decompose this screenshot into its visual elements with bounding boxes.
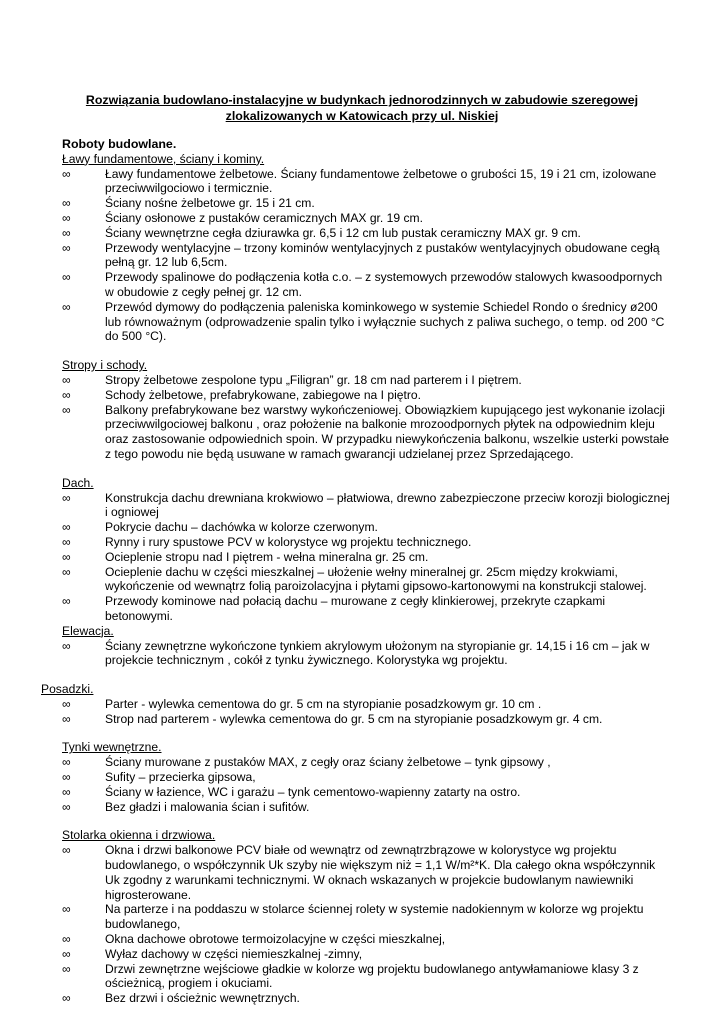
infinity-bullet-icon: ∞ — [62, 299, 71, 314]
list-item: ∞ Ocieplenie stropu nad I piętrem - wełna mineralna gr. 25 cm. — [62, 549, 429, 564]
infinity-bullet-icon: ∞ — [62, 770, 71, 785]
section-heading-facade: Elewacja. — [62, 623, 114, 638]
infinity-bullet-icon: ∞ — [62, 196, 71, 211]
infinity-bullet-icon: ∞ — [62, 932, 71, 947]
section-heading-windows-doors: Stolarka okienna i drzwiowa. — [62, 828, 216, 843]
infinity-bullet-icon: ∞ — [62, 843, 71, 858]
infinity-bullet-icon: ∞ — [62, 594, 71, 609]
infinity-bullet-icon: ∞ — [62, 372, 71, 387]
infinity-bullet-icon: ∞ — [62, 240, 71, 255]
infinity-bullet-icon: ∞ — [62, 755, 71, 770]
list-item: ∞ Stropy żelbetowe zespolone typu „Filigran” gr. 18 cm nad parterem i I piętrem. — [62, 372, 522, 387]
section-heading-plaster: Tynki wewnętrzne. — [62, 740, 162, 755]
infinity-bullet-icon: ∞ — [62, 387, 71, 402]
list-item: ∞ Rynny i rury spustowe PCV w kolorystyce wg projektu technicznego. — [62, 534, 472, 549]
list-item: ∞ Ocieplenie dachu w części mieszkalnej – ułożenie wełny mineralnej gr. 25cm między krokwiami, wykończenie od wewnątrz folią paroizolacyjna i płytami gipsowo-kartonowymi na konstrukcji stalowej. — [62, 564, 647, 594]
list-item: ∞ Przewody spalinowe do podłączenia kotła c.o. – z systemowych przewodów stalowych kwasoodpornych w obudowie z cegły pełnej gr. 12 cm. — [62, 270, 663, 299]
roboty-heading: Roboty budowlane. — [62, 137, 177, 151]
list-item: ∞ Ławy fundamentowe żelbetowe. Ściany fundamentowe żelbetowe o grubości 15, 19 i 21 cm, izolowane przeciwwilgociowo i termicznie. — [62, 166, 657, 196]
infinity-bullet-icon: ∞ — [62, 961, 71, 976]
infinity-bullet-icon: ∞ — [62, 490, 71, 505]
list-item: ∞ Ściany zewnętrzne wykończone tynkiem akrylowym ułożonym na styropianie gr. 14,15 i 16 cm – jak w projekcie technicznym , cokół z tynku żywicznego. Kolorystyka wg projektu. — [62, 638, 650, 668]
section-heading-ceilings: Stropy i schody. — [62, 358, 148, 373]
infinity-bullet-icon: ∞ — [62, 210, 71, 225]
list-item: ∞ Konstrukcja dachu drewniana krokwiowo – płatwiowa, drewno zabezpieczone przeciw korozji biologicznej i ogniowej — [62, 490, 670, 520]
infinity-bullet-icon: ∞ — [62, 549, 71, 564]
document-content — [41, 137, 670, 1006]
list-item: ∞ Balkony prefabrykowane bez warstwy wykończeniowej. Obowiązkiem kupującego jest wykonanie izolacji przeciwwilgociowej balkonu , oraz położenie na balkonie mrozoodpornych płytek na odpowiednim kleju oraz zastosowanie odpowiednich spoin. W przypadku niewykończenia balkonu, wszelkie usterki powstałe z tego powodu nie będą usuwane w ramach gwarancji udzielanej przez Sprzedającego. — [62, 402, 670, 461]
document-title — [40, 92, 684, 124]
infinity-bullet-icon: ∞ — [62, 991, 71, 1006]
list-item: ∞ Sufity – przecierka gipsowa, — [62, 770, 256, 785]
list-item: ∞ Ściany nośne żelbetowe gr. 15 i 21 cm. — [62, 196, 315, 211]
infinity-bullet-icon: ∞ — [62, 520, 71, 535]
list-item: ∞ Schody żelbetowe, prefabrykowane, zabiegowe na I piętro. — [62, 387, 421, 402]
list-item: ∞ Ściany osłonowe z pustaków ceramicznych MAX gr. 19 cm. — [62, 210, 423, 225]
infinity-bullet-icon: ∞ — [62, 564, 71, 579]
list-item: ∞ Ściany wewnętrzne cegła dziurawka gr. 6,5 i 12 cm lub pustak ceramiczny MAX gr. 9 cm. — [62, 225, 581, 240]
list-item: ∞ Przewody wentylacyjne – trzony kominów wentylacyjnych z pustaków wentylacyjnych obudowane cegłą pełną gr. 12 lub 6,5cm. — [62, 240, 660, 270]
list-item: ∞ Strop nad parterem - wylewka cementowa do gr. 5 cm na styropianie posadzkowym gr. 4 cm. — [62, 711, 603, 726]
infinity-bullet-icon: ∞ — [62, 711, 71, 726]
list-item: ∞ Parter - wylewka cementowa do gr. 5 cm na styropianie posadzkowym gr. 10 cm . — [62, 696, 542, 711]
list-item: ∞ Przewód dymowy do podłączenia paleniska kominkowego w systemie Schiedel Rondo o średnicy ø200 lub równoważnym (odprowadzenie spalin tylko i wyłącznie suchych z paliwa suchego, o temp. od 200 °C do 500 °C). — [62, 299, 665, 344]
list-item: ∞ Drzwi zewnętrzne wejściowe gładkie w kolorze wg projektu budowlanego antywłamaniowe klasy 3 z ościeżnicą, progiem i okuciami. — [62, 961, 639, 991]
infinity-bullet-icon: ∞ — [62, 638, 71, 653]
section-heading-floors: Posadzki. — [41, 682, 94, 697]
infinity-bullet-icon: ∞ — [62, 799, 71, 814]
list-item: ∞ Okna i drzwi balkonowe PCV białe od wewnątrz od zewnątrzbrązowe w kolorystyce wg projektu budowlanego, o współczynnik Uk szyby nie większym niż = 1,1 W/m²*K. Dla całego okna współczynnik Uk zgodny z warunkami technicznymi. W oknach wskazanych w projekcie budowlanym nawiewniki higrosterowane. — [62, 843, 656, 902]
section-heading-roof: Dach. — [62, 475, 94, 490]
section-heading-foundations: Ławy fundamentowe, ściany i kominy. — [62, 151, 265, 166]
title-line-2: zlokalizowanych w Katowicach przy ul. Niskiej — [225, 109, 499, 123]
infinity-bullet-icon: ∞ — [62, 784, 71, 799]
list-item: ∞ Na parterze i na poddaszu w stolarce ściennej rolety w systemie nadokiennym w kolorze wg projektu budowlanego, — [62, 902, 644, 932]
list-item: ∞ Ściany murowane z pustaków MAX, z cegły oraz ściany żelbetowe – tynk gipsowy , — [62, 755, 551, 770]
title-line-1: Rozwiązania budowlano-instalacyjne w budynkach jednorodzinnych w zabudowie szeregowej — [85, 93, 639, 107]
infinity-bullet-icon: ∞ — [62, 946, 71, 961]
list-item: ∞ Bez drzwi i ościeżnic wewnętrznych. — [62, 991, 300, 1006]
infinity-bullet-icon: ∞ — [62, 696, 71, 711]
list-item: ∞ Okna dachowe obrotowe termoizolacyjne w części mieszkalnej, — [62, 932, 446, 947]
list-item: ∞ Wyłaz dachowy w części niemieszkalnej -zimny, — [62, 946, 363, 961]
list-item: ∞ Ściany w łazience, WC i garażu – tynk cementowo-wapienny zatarty na ostro. — [62, 784, 521, 799]
list-item: ∞ Bez gładzi i malowania ścian i sufitów. — [62, 799, 310, 814]
infinity-bullet-icon: ∞ — [62, 534, 71, 549]
infinity-bullet-icon: ∞ — [62, 225, 71, 240]
list-item: ∞ Przewody kominowe nad połacią dachu – murowane z cegły klinkierowej, przekryte czapkami betonowymi. — [62, 594, 606, 623]
infinity-bullet-icon: ∞ — [62, 902, 71, 917]
infinity-bullet-icon: ∞ — [62, 166, 71, 181]
infinity-bullet-icon: ∞ — [62, 270, 71, 285]
infinity-bullet-icon: ∞ — [62, 402, 71, 417]
list-item: ∞ Pokrycie dachu – dachówka w kolorze czerwonym. — [62, 520, 378, 535]
